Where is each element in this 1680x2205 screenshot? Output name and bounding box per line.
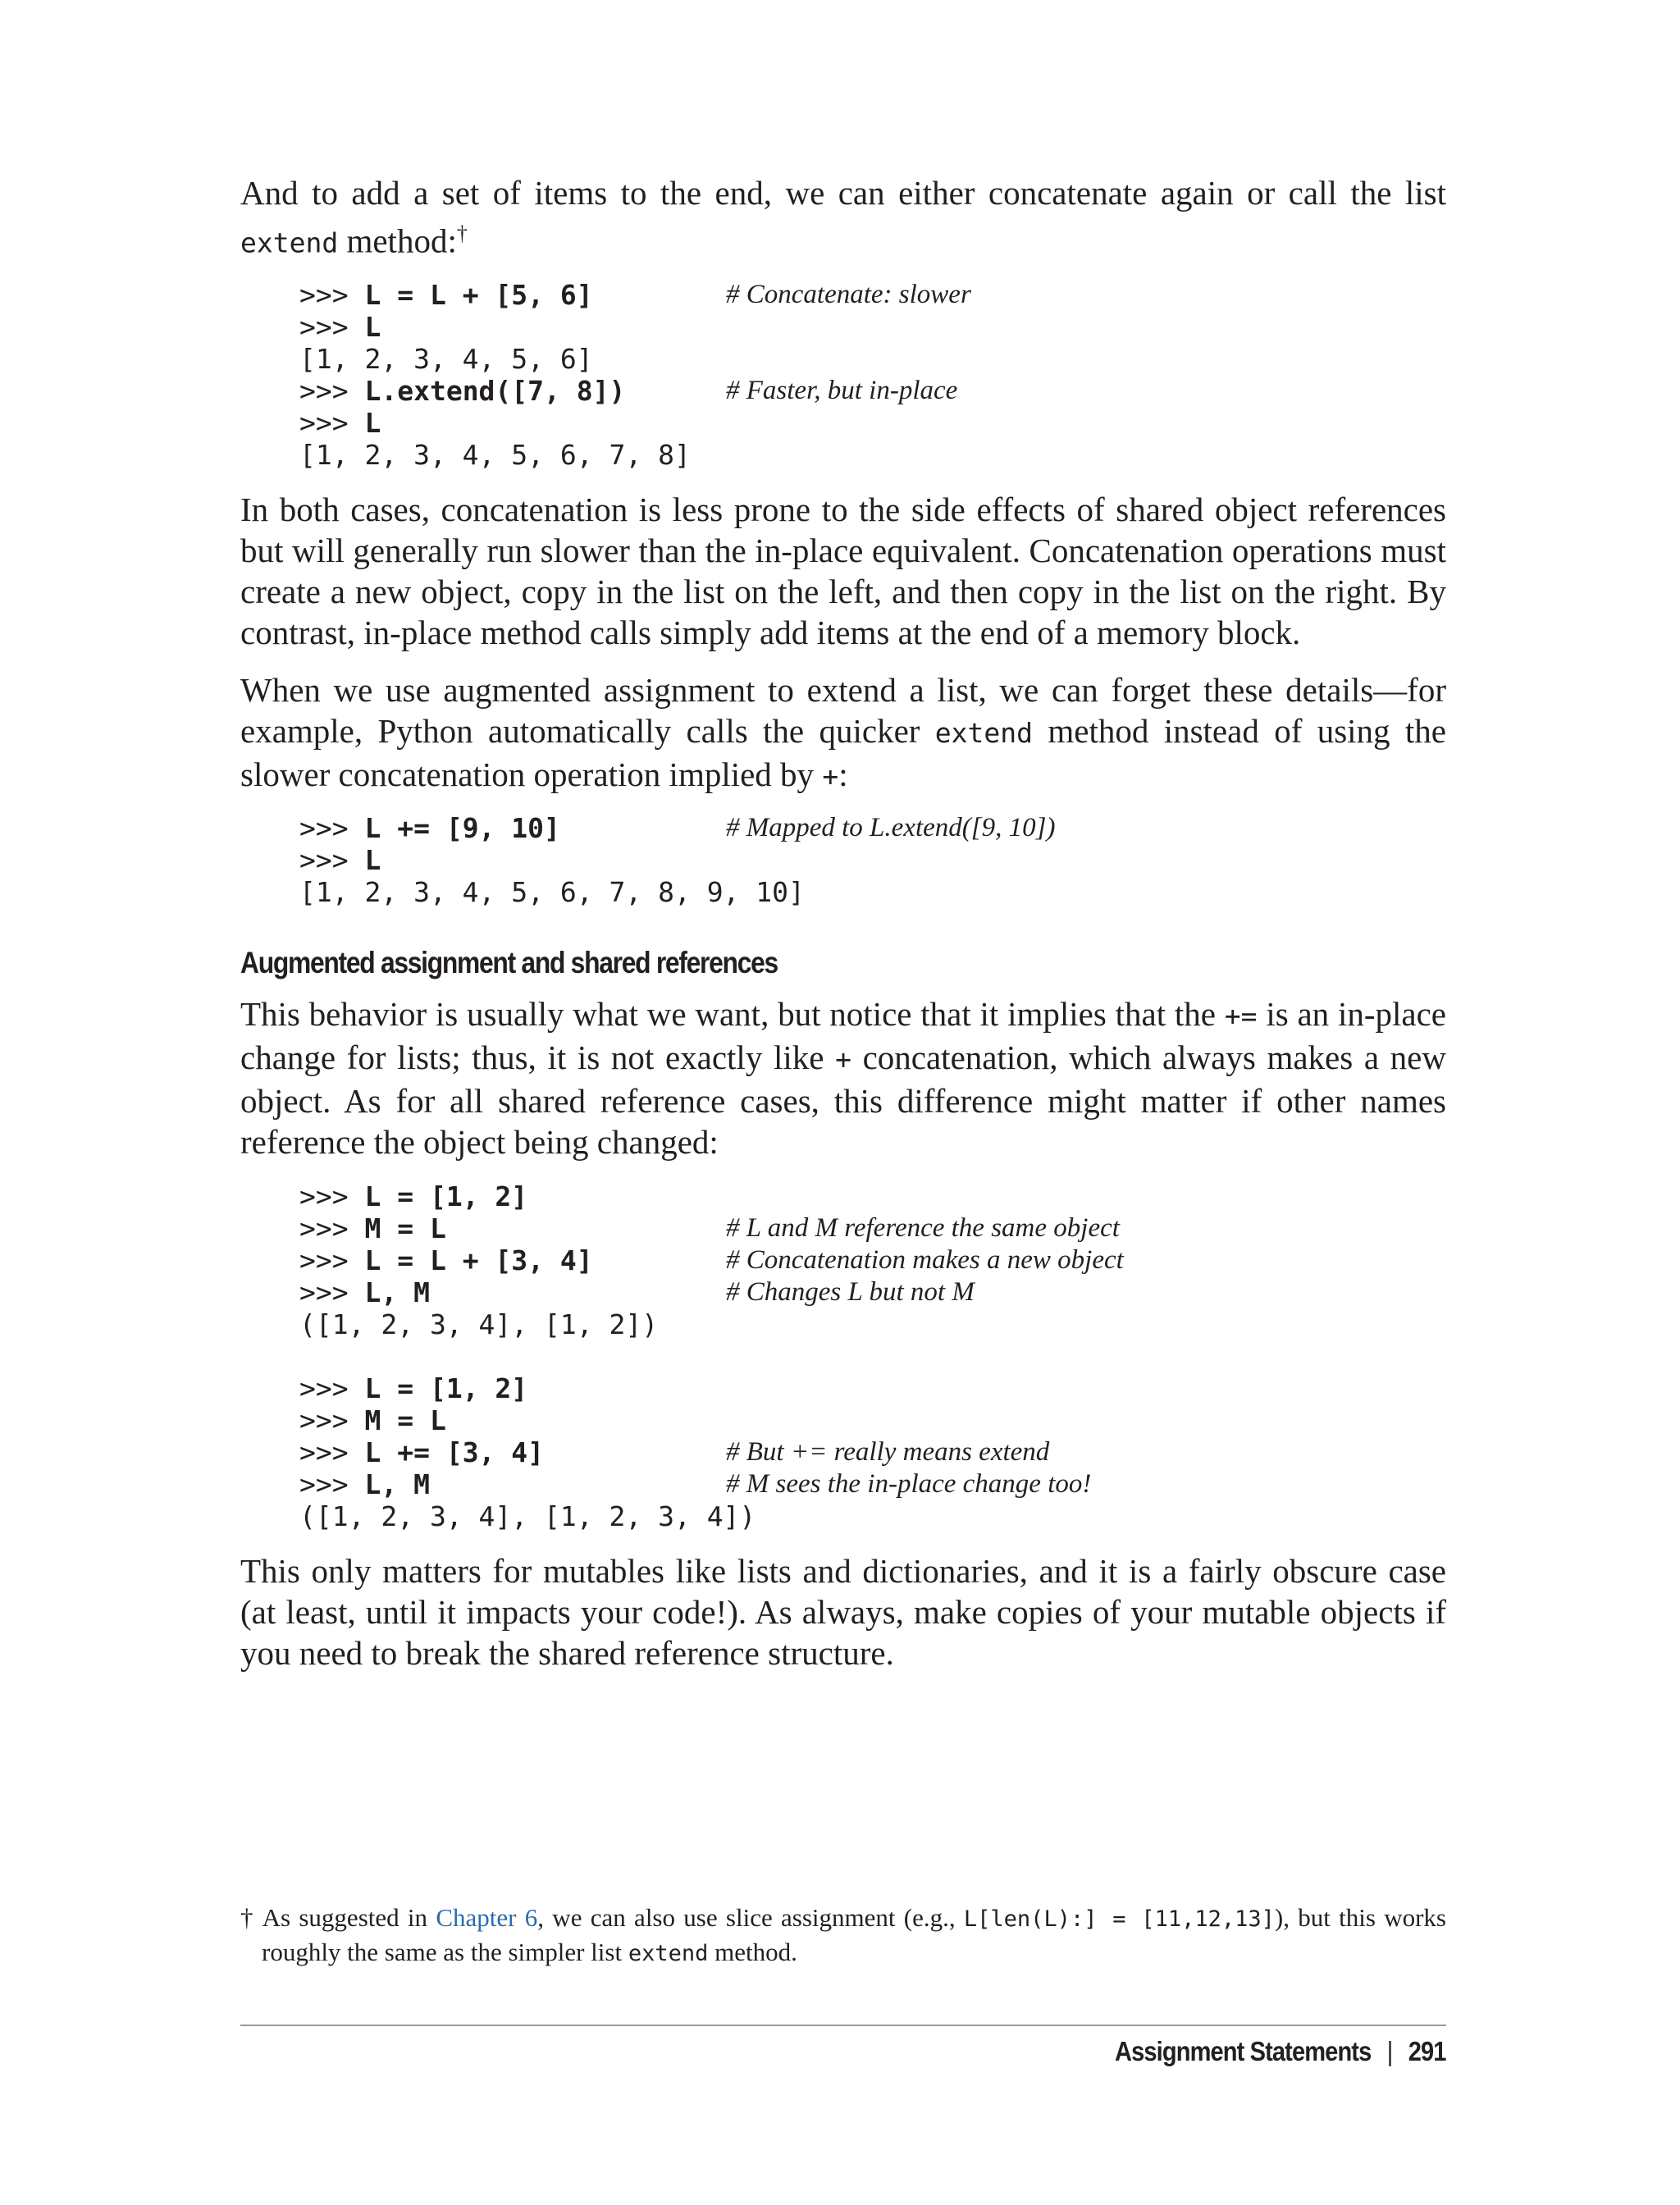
code-output: [1, 2, 3, 4, 5, 6, 7, 8, 9, 10] [299, 875, 805, 908]
code-prompt: >>> [299, 843, 365, 876]
code-line [299, 876, 1446, 908]
inline-code-plus: + [835, 1043, 851, 1075]
code-prompt: >>> [299, 374, 365, 407]
code-line [299, 439, 1446, 471]
code-input: L = L + [5, 6] [364, 278, 593, 311]
code-prompt: >>> [299, 406, 365, 439]
paragraph-extend-intro: And to add a set of items to the end, we can either concatenate again or call the list extend method:† [240, 174, 1446, 260]
code-line [299, 375, 1446, 407]
code-input: L += [3, 4] [364, 1436, 545, 1468]
paragraph-augmented: When we use augmented assignment to extend a list, we can forget these details—for example, Python automatically calls the quicker extend method instead of using the slower concatenation operation implied by +: [240, 670, 1446, 793]
inline-code-plus-equals: += [1224, 999, 1258, 1032]
code-input: L.extend([7, 8]) [364, 374, 626, 407]
code-prompt: >>> [299, 1436, 365, 1468]
code-line [299, 1372, 1446, 1404]
code-command [299, 1244, 726, 1276]
code-input: L [364, 310, 381, 343]
code-command [299, 1180, 726, 1212]
code-command [299, 375, 726, 407]
code-comment: # L and M reference the same object [726, 1212, 1120, 1243]
code-output: ([1, 2, 3, 4], [1, 2]) [299, 1308, 659, 1340]
inline-code-extend: extend [240, 226, 339, 259]
footnote: † As suggested in Chapter 6, we can also use slice assignment (e.g., L[len(L):] = [11,12,13]), but this works roughly the same as the simpler list extend method. [240, 1903, 1447, 1966]
code-line [299, 812, 1446, 844]
code-block-augmented [240, 812, 1446, 908]
code-line [299, 1468, 1446, 1500]
code-prompt: >>> [299, 278, 365, 311]
code-line [299, 1500, 1446, 1532]
code-block-extend [240, 279, 1446, 471]
code-line [299, 1244, 1446, 1276]
code-output: ([1, 2, 3, 4], [1, 2, 3, 4]) [299, 1500, 756, 1532]
code-comment: # Concatenate: slower [726, 279, 971, 309]
code-line [299, 1212, 1446, 1244]
inline-code-extend: extend [628, 1941, 709, 1966]
code-block-shared-b [240, 1372, 1446, 1532]
code-line [299, 1404, 1446, 1436]
footnote-marker[interactable]: † [456, 221, 468, 245]
code-command [299, 279, 726, 311]
code-prompt: >>> [299, 811, 365, 844]
code-input: L, M [364, 1468, 430, 1500]
code-command [299, 1404, 726, 1436]
code-command [299, 812, 726, 844]
code-command [299, 343, 726, 375]
page-content [240, 172, 1446, 1673]
code-command [299, 439, 726, 471]
section-heading: Augmented assignment and shared references [240, 945, 778, 979]
code-command [299, 1468, 726, 1500]
code-block-shared-a [240, 1180, 1446, 1340]
code-line [299, 279, 1446, 311]
code-line [299, 1276, 1446, 1308]
code-line [299, 343, 1446, 375]
code-command [299, 875, 805, 908]
code-output: [1, 2, 3, 4, 5, 6] [299, 342, 593, 375]
code-command [299, 1276, 726, 1308]
code-prompt: >>> [299, 1372, 365, 1404]
code-line [299, 1308, 1446, 1340]
chapter-link[interactable]: Chapter 6 [436, 1903, 538, 1932]
code-input: L += [9, 10] [364, 811, 560, 844]
paragraph-shared-references: This behavior is usually what we want, but notice that it implies that the += is an in-place change for lists; thus, it is not exactly like + concatenation, which always makes a new object. As for all shared reference cases, this difference might matter if other names reference the object being changed: [240, 994, 1446, 1161]
code-input: M = L [364, 1212, 446, 1244]
code-prompt: >>> [299, 1180, 365, 1212]
running-footer [1115, 2036, 1446, 2067]
code-command [299, 1500, 756, 1532]
code-line [299, 1436, 1446, 1468]
code-gap [240, 1340, 1446, 1372]
code-prompt: >>> [299, 1404, 365, 1436]
code-line [299, 1180, 1446, 1212]
code-input: L = [1, 2] [364, 1180, 528, 1212]
code-line [299, 844, 1446, 876]
running-footer-title: Assignment Statements [1115, 2036, 1372, 2066]
page-number: 291 [1408, 2036, 1446, 2066]
code-prompt: >>> [299, 1276, 365, 1308]
code-input: L = L + [3, 4] [364, 1244, 593, 1276]
paragraph-concatenation: In both cases, concatenation is less prone to the side effects of shared object references but will generally run slower than the in-place equivalent. Concatenation operations must create a new object, copy in the list on the left, and then copy in the list on the right. By contrast, in-place method calls simply add items at the end of a memory block. [240, 490, 1446, 651]
inline-code-plus: + [822, 760, 839, 792]
code-input: L, M [364, 1276, 430, 1308]
code-prompt: >>> [299, 1212, 365, 1244]
code-command [299, 844, 726, 876]
code-input: M = L [364, 1404, 446, 1436]
code-prompt: >>> [299, 1468, 365, 1500]
code-prompt: >>> [299, 1244, 365, 1276]
inline-code-extend: extend [934, 716, 1033, 749]
code-command [299, 1308, 726, 1340]
code-input: L [364, 406, 381, 439]
code-command [299, 1212, 726, 1244]
code-comment: # Concatenation makes a new object [726, 1244, 1124, 1275]
code-command [299, 407, 726, 439]
code-command [299, 1372, 726, 1404]
code-comment: # Mapped to L.extend([9, 10]) [726, 812, 1056, 842]
code-line [299, 311, 1446, 343]
code-output: [1, 2, 3, 4, 5, 6, 7, 8] [299, 438, 691, 471]
running-footer-separator: | [1387, 2036, 1393, 2066]
code-prompt: >>> [299, 310, 365, 343]
footer-rule [240, 2025, 1446, 2026]
code-comment: # M sees the in-place change too! [726, 1468, 1092, 1499]
code-input: L [364, 843, 381, 876]
code-command [299, 1436, 726, 1468]
code-command [299, 311, 726, 343]
code-comment: # Changes L but not M [726, 1276, 975, 1307]
inline-code-slice: L[len(L):] = [11,12,13] [963, 1906, 1275, 1932]
code-input: L = [1, 2] [364, 1372, 528, 1404]
code-comment: # But += really means extend [726, 1436, 1050, 1467]
code-line [299, 407, 1446, 439]
code-comment: # Faster, but in-place [726, 375, 958, 405]
paragraph-mutables: This only matters for mutables like lists and dictionaries, and it is a fairly obscure case (at least, until it impacts your code!). As always, make copies of your mutable objects if you need to break the shared reference structure. [240, 1551, 1446, 1672]
